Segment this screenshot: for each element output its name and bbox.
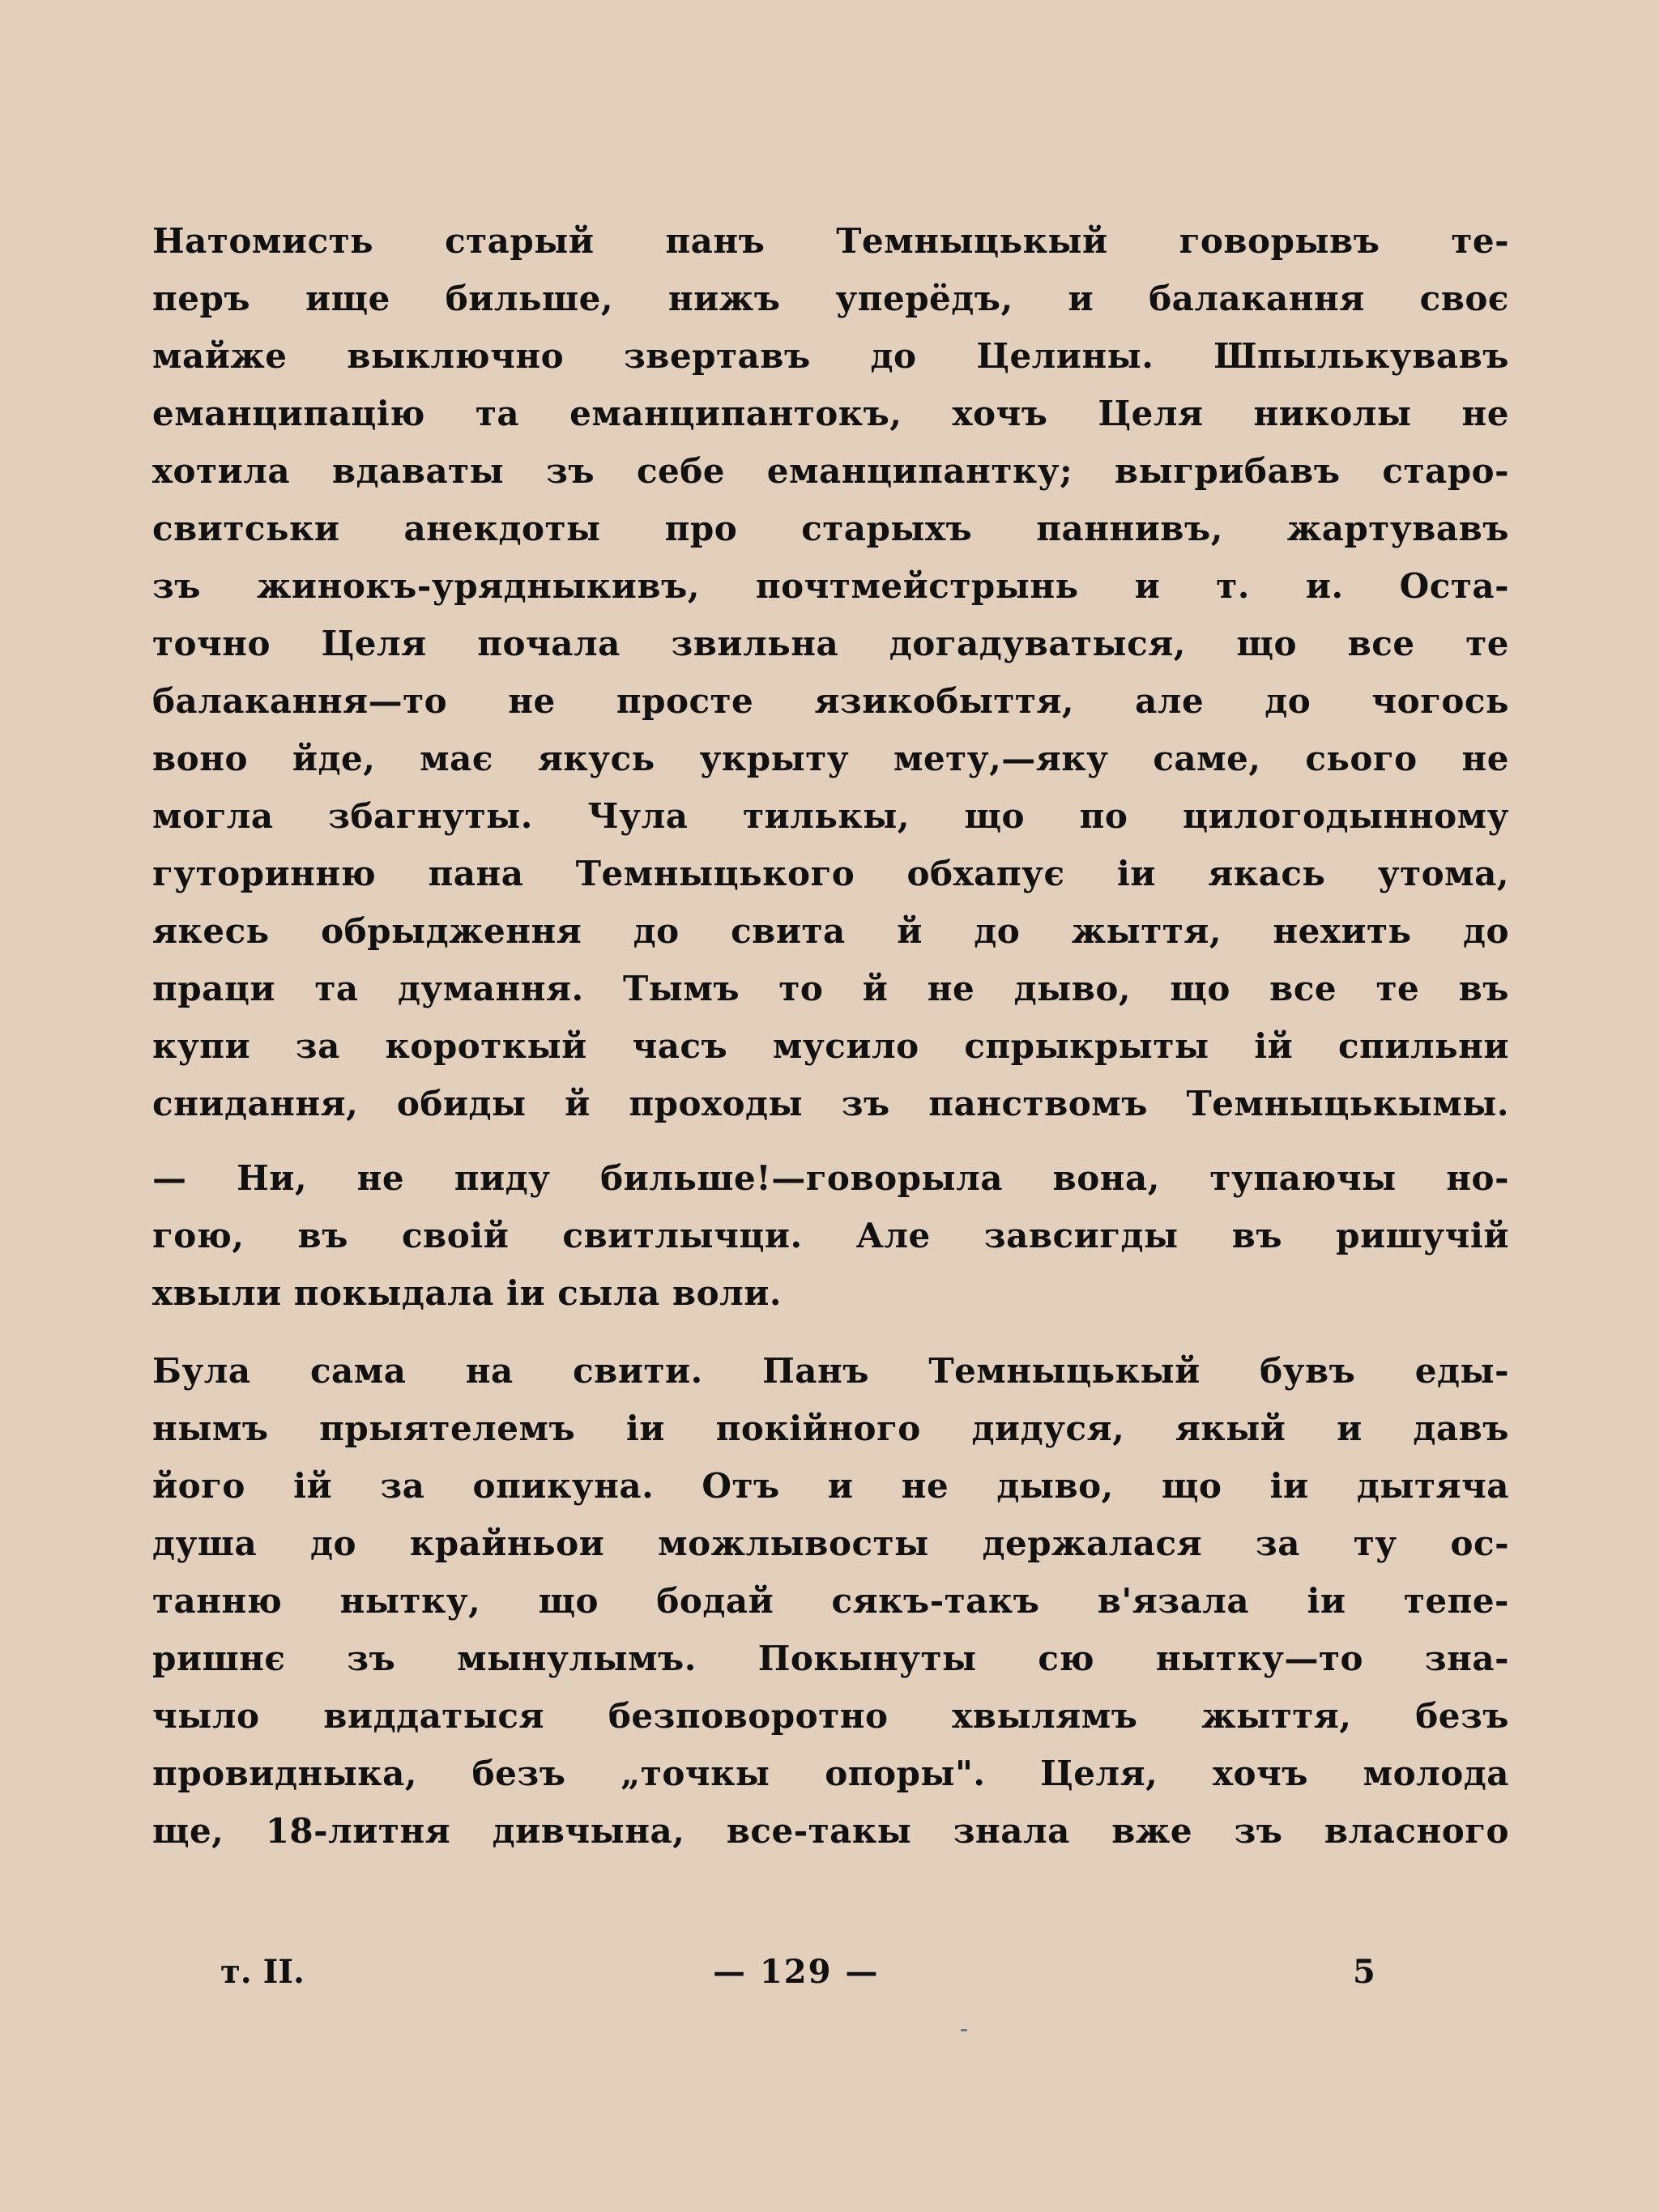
text-line: ришнє зъ мынулымъ. Покынуты сю нытку—то зна- [152,1639,1509,1678]
text-line: купи за короткый часъ мусило спрыкрыты ій спильни [152,1026,1509,1066]
paragraph-1 [152,212,1509,1132]
text-line: зъ жинокъ-урядныкивъ, почтмейстрынь и т. и. Оста- [152,566,1509,606]
paragraph-2 [152,1149,1509,1322]
text-line: Натомисть старый панъ Темныцькый говорывъ те- [152,221,1509,261]
text-line: гою, въ своій свитлычци. Але завсигды въ ришучій [152,1216,1509,1255]
text-line: його ій за опикуна. Отъ и не дыво, що іи дытяча [152,1466,1509,1506]
paragraph-3 [152,1342,1509,1860]
text-line: могла збагнуты. Чула тилькы, що по цилогодынному [152,796,1509,836]
text-line: праци та думання. Тымъ то й не дыво, що все те въ [152,969,1509,1008]
text-line: еманципацію та еманципантокъ, хочъ Целя николы не [152,394,1509,433]
text-line: чыло виддатыся безповоротно хвылямъ жыття, безъ [152,1696,1509,1736]
text-line: воно йде, має якусь укрыту мету,—яку саме, сього не [152,739,1509,778]
text-line: свитськи анекдоты про старыхъ паннивъ, жартувавъ [152,509,1509,548]
text-line: балакання—то не просте язикобыття, але до чогось [152,681,1509,721]
text-line: якесь обрыдження до свита й до жыття, нехить до [152,911,1509,951]
text-line: — Ни, не пиду бильше!—говорыла вона, тупаючы но- [152,1158,1509,1198]
text-line: ще, 18-литня дивчына, все-такы знала вже зъ власного [152,1811,1509,1851]
text-line: точно Целя почала звильна догадуватыся, що все те [152,624,1509,663]
text-line: майже выключно звертавъ до Целины. Шпылькувавъ [152,336,1509,376]
text-line: перъ ище бильше, нижъ уперёдъ, и балакання своє [152,279,1509,318]
text-line: танню нытку, що бодай сякъ-такъ в'язала іи тепе- [152,1581,1509,1621]
text-line: снидання, обиды й проходы зъ панствомъ Темныцькымы. [152,1084,1509,1123]
volume-mark: т. II. [220,1953,305,1991]
text-line: душа до крайньои можлывосты держалася за ту ос- [152,1524,1509,1563]
text-line: нымъ прыятелемъ іи покійного дидуся, якый и давъ [152,1409,1509,1448]
page-footer [0,1948,1659,1997]
text-line: хотила вдаваты зъ себе еманципантку; выгрибавъ старо- [152,451,1509,491]
text-line: провидныка, безъ „точкы опоры". Целя, хочъ молода [152,1754,1509,1793]
text-line: Була сама на свити. Панъ Темныцькый бувъ еды- [152,1351,1509,1391]
signature-mark: 5 [1353,1953,1375,1991]
text-line: хвыли покыдала іи сыла воли. [152,1273,782,1313]
print-speck [961,2029,967,2031]
text-line: гуторинню пана Темныцького обхапує іи якась утома, [152,854,1509,893]
page-number: — 129 — [713,1953,880,1991]
